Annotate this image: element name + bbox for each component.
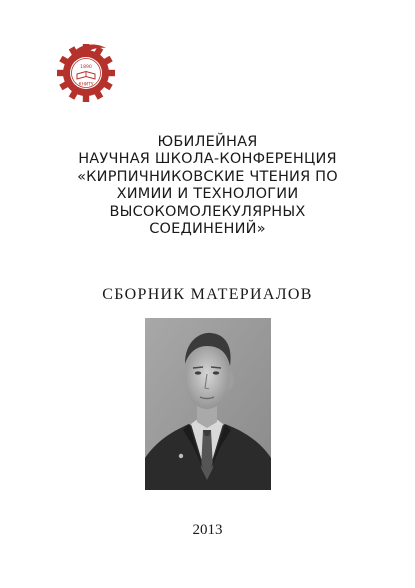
svg-text:КНИТУ: КНИТУ [78,82,94,88]
title-line: СОЕДИНЕНИЙ» [149,221,266,238]
conference-title [20,134,395,238]
portrait-illustration [145,318,271,490]
title-line: НАУЧНАЯ ШКОЛА-КОНФЕРЕНЦИЯ [78,151,337,168]
portrait-photo [145,318,271,490]
title-line: ХИМИИ И ТЕХНОЛОГИИ [116,186,299,203]
title-line: ВЫСОКОМОЛЕКУЛЯРНЫХ [109,203,306,220]
university-logo [56,42,116,102]
svg-text:1890: 1890 [80,65,92,70]
title-line: «КИРПИЧНИКОВСКИЕ ЧТЕНИЯ ПО [77,168,338,185]
publication-year: 2013 [192,522,223,538]
title-line: ЮБИЛЕЙНАЯ [157,134,258,150]
collection-subtitle: СБОРНИК МАТЕРИАЛОВ [102,286,313,303]
gear-emblem-icon [56,42,116,102]
